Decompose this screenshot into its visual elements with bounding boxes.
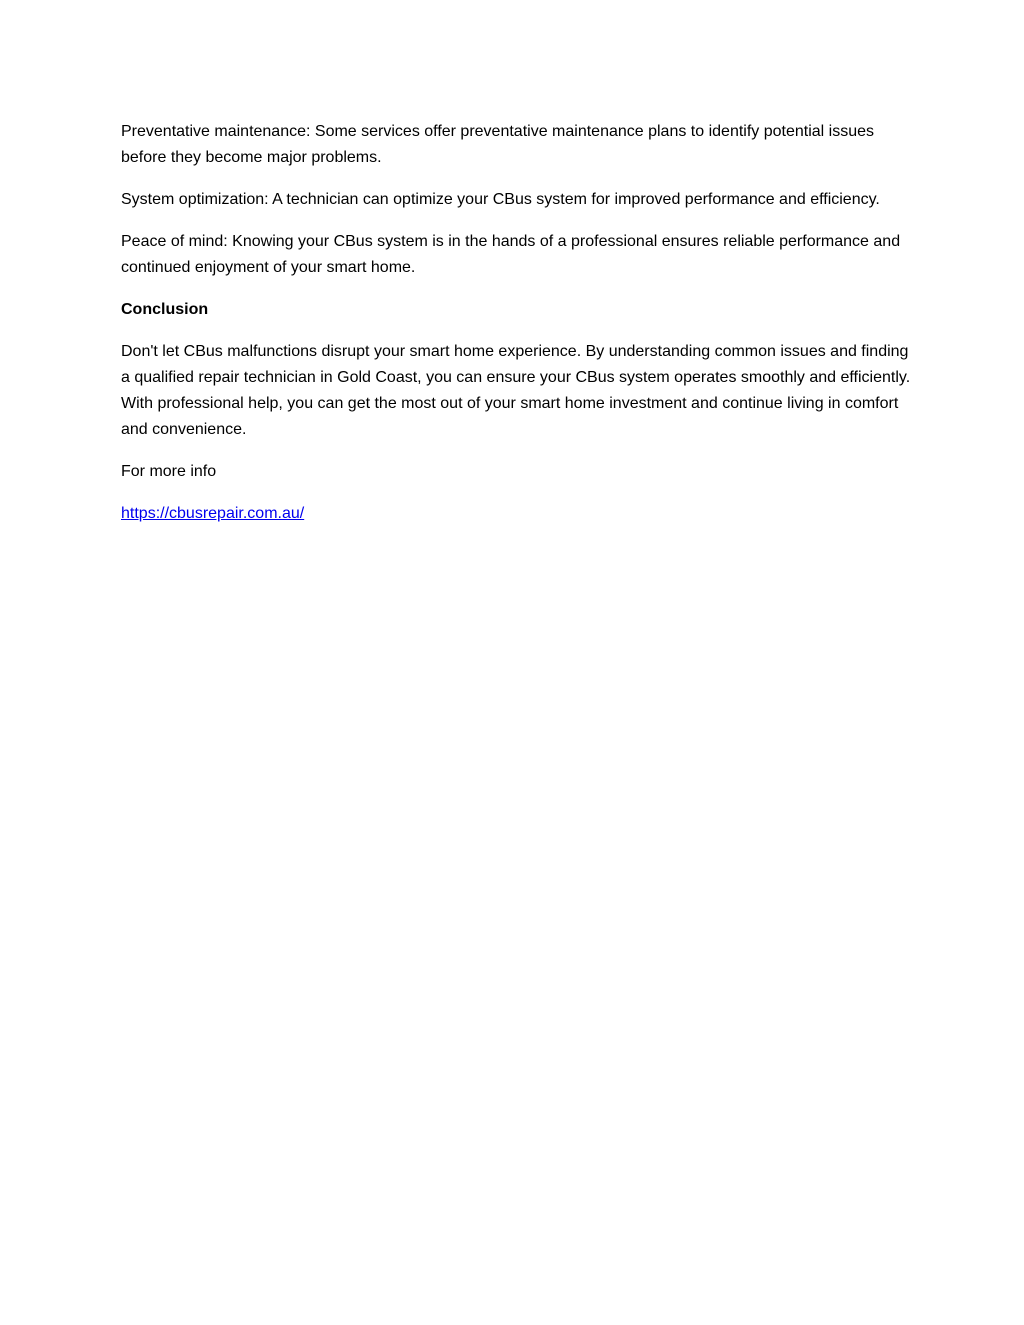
website-link[interactable]: https://cbusrepair.com.au/ — [121, 505, 305, 522]
conclusion-paragraph: Don't let CBus malfunctions disrupt your smart home experience. By understanding common issues and finding a qualified repair technician in Gold Coast, you can ensure your CBus system operates smoothly and efficiently. With professional help, you can get the most out of your smart home investment and continue living in comfort and convenience. — [121, 343, 911, 438]
paragraph-peace-of-mind: Peace of mind: Knowing your CBus system is in the hands of a professional ensures reliable performance and continued enjoyment of your smart home. — [121, 233, 901, 276]
link-paragraph — [121, 501, 911, 527]
more-info-label: For more info — [121, 463, 217, 480]
paragraph-system-optimization: System optimization: A technician can optimize your CBus system for improved performance and efficiency. — [121, 191, 880, 208]
document-body — [121, 119, 911, 543]
paragraph-preventative-maintenance: Preventative maintenance: Some services offer preventative maintenance plans to identify potential issues before they become major problems. — [121, 123, 875, 166]
conclusion-heading: Conclusion — [121, 301, 209, 318]
